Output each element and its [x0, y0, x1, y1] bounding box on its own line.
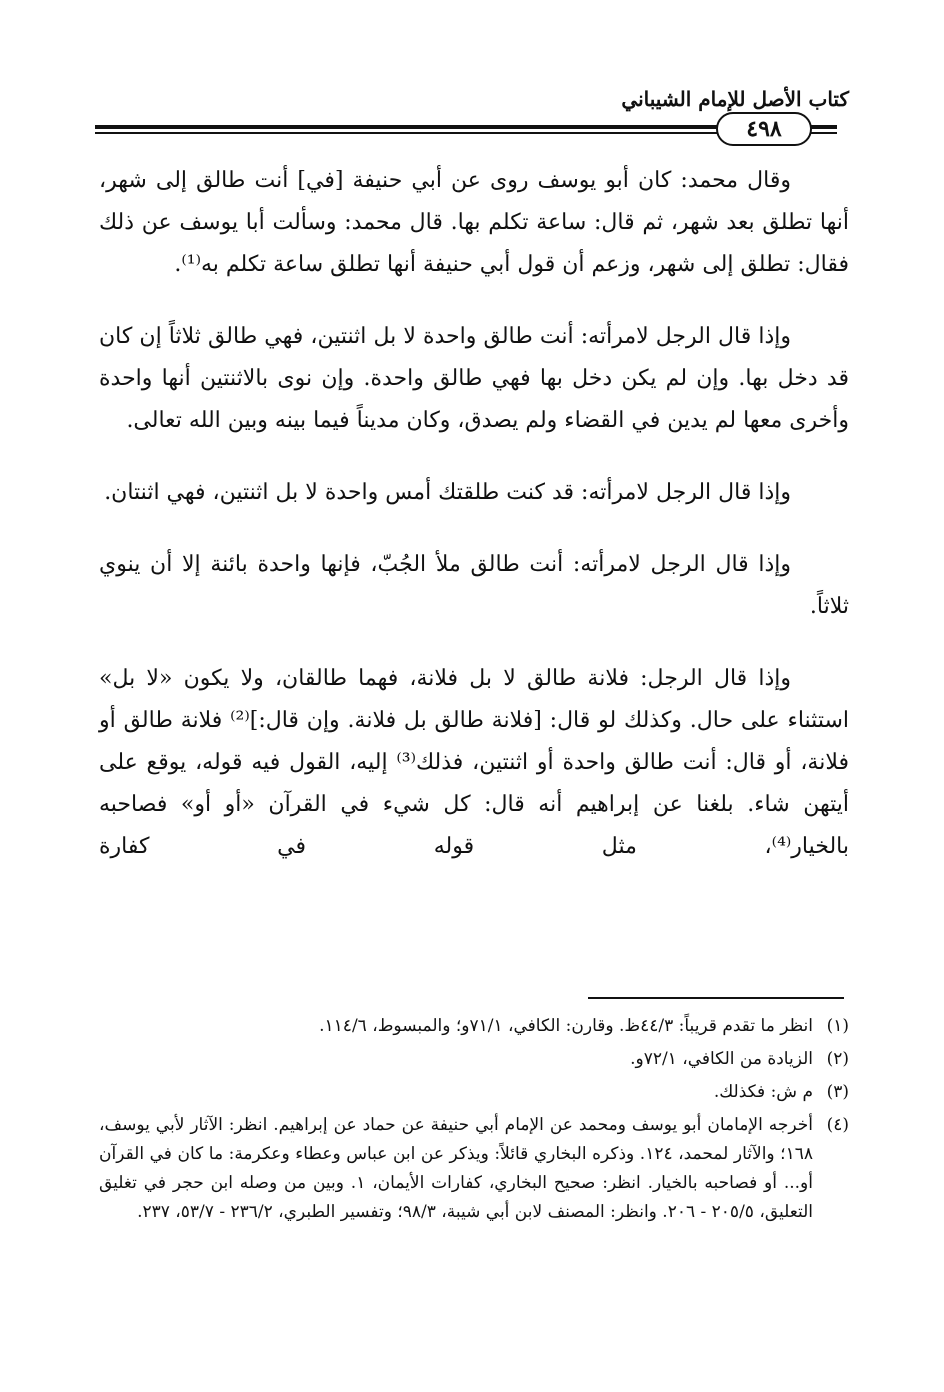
footnote-number: (٣) — [826, 1082, 849, 1102]
footnote-number: (١) — [826, 1016, 849, 1036]
footnote-item — [99, 1078, 849, 1107]
footnote-number: (٤) — [826, 1115, 849, 1135]
footnote-item — [99, 1045, 849, 1074]
footnote-item — [99, 1012, 849, 1041]
paragraph: وإذا قال الرجل لامرأته: أنت طالق واحدة لا بل اثنتين، فهي طالق ثلاثاً إن كان قد دخل بها. وإن لم يكن دخل بها فهي طالق واحدة. وإن نوى بالاثنتين أنها واحدة وأخرى معها لم يدين في القضاء ولم يصدق، وكان مديناً فيما بينه وبين الله تعالى. — [99, 324, 849, 433]
footnote-text: أخرجه الإمامان أبو يوسف ومحمد عن الإمام أبي حنيفة عن حماد عن إبراهيم. انظر: الآثار لأبي يوسف، ١٦٨؛ والآثار لمحمد، ١٢٤. وذكره البخاري قائلاً: ويذكر عن ابن عباس وعطاء وعكرمة: ما كان في القرآن أو... أو فصاحبه بالخيار. انظر: صحيح البخاري، كفارات الأيمان، ١. وبين من وصله ابن حجر في تغليق التعليق، ٢٠٥/٥ - ٢٠٦. وانظر: المصنف لابن أبي شيبة، ٩٨/٣؛ وتفسير الطبري، ٢٣٦/٢ - ٥٣/٧، ٢٣٧. — [99, 1115, 813, 1222]
footnotes — [99, 1012, 849, 1231]
main-text — [99, 160, 849, 868]
paragraph: وقال محمد: كان أبو يوسف روى عن أبي حنيفة [في] أنت طالق إلى شهر، أنها تطلق بعد شهر، ثم قال: ساعة تكلم بها. قال محمد: وسألت أبا يوسف عن ذلك فقال: تطلق إلى شهر، وزعم أن قول أبي حنيفة أنها تطلق ساعة تكلم به⁽¹⁾. — [99, 168, 849, 277]
paragraph: وإذا قال الرجل: فلانة طالق لا بل فلانة، فهما طالقان، ولا يكون «لا بل» استثناء على حال. وكذلك لو قال: [فلانة طالق بل فلانة. وإن قال:]⁽²⁾ فلانة طالق أو فلانة، أو قال: أنت طالق واحدة أو اثنتين، فذلك⁽³⁾ إليه، القول فيه قوله، يوقع على أيتهن شاء. بلغنا عن إبراهيم أنه قال: كل شيء في القرآن «أو أو» فصاحبه بالخيار⁽⁴⁾، مثل قوله في كفارة — [99, 666, 850, 859]
paragraph: وإذا قال الرجل لامرأته: قد كنت طلقتك أمس واحدة لا بل اثنتين، فهي اثنتان. — [104, 480, 791, 505]
running-title: كتاب الأصل للإمام الشيباني — [621, 87, 849, 111]
footnote-text: انظر ما تقدم قريباً: ٤٤/٣ظ. وقارن: الكافي، ٧١/١و؛ والمبسوط، ١١٤/٦. — [319, 1016, 813, 1036]
paragraph: وإذا قال الرجل لامرأته: أنت طالق ملأ الجُبّ، فإنها واحدة بائنة إلا أن ينوي ثلاثاً. — [99, 552, 849, 619]
footnote-text: الزيادة من الكافي، ٧٢/١و. — [630, 1049, 813, 1069]
footnote-text: م ش: فكذلك. — [713, 1082, 813, 1102]
footnote-separator — [588, 997, 844, 999]
page-number: ٤٩٨ — [716, 112, 812, 146]
footnote-item — [99, 1111, 849, 1227]
footnote-number: (٢) — [826, 1049, 849, 1069]
